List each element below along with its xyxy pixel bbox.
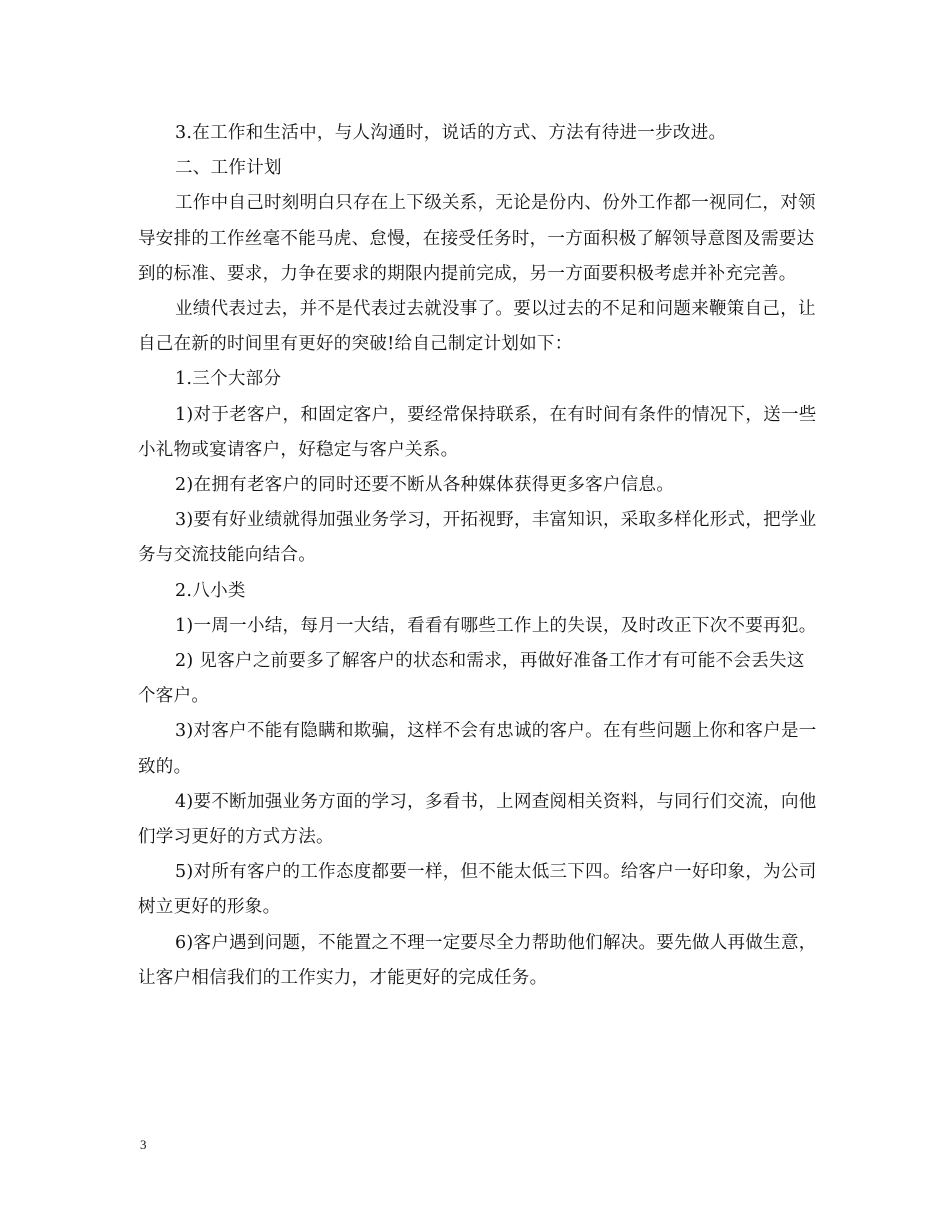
list-item: 1)对于老客户，和固定客户，要经常保持联系，在有时间有条件的情况下，送一些小礼物或宴请客户，好稳定与客户关系。	[138, 404, 817, 460]
paragraph-performance: 业绩代表过去，并不是代表过去就没事了。要以过去的不足和问题来鞭策自己，让自己在新的时间里有更好的突破!给自己制定计划如下：	[138, 299, 816, 355]
list-item: 2)在拥有老客户的同时还要不断从各种媒体获得更多客户信息。	[175, 475, 675, 496]
subheading-eight-categories: 2.八小类	[175, 580, 246, 601]
list-item: 2) 见客户之前要多了解客户的状态和需求，再做好准备工作才有可能不会丢失这个客户。	[138, 651, 805, 707]
list-item: 3)要有好业绩就得加强业务学习，开拓视野，丰富知识，采取多样化形式，把学业务与交流技能向结合。	[138, 510, 817, 566]
document-body	[138, 116, 818, 996]
list-item: 5)对所有客户的工作态度都要一样，但不能太低三下四。给客户一好印象，为公司树立更好的形象。	[138, 862, 817, 918]
subheading-three-parts: 1.三个大部分	[175, 369, 282, 390]
list-item: 6)客户遇到问题，不能置之不理一定要尽全力帮助他们解决。要先做人再做生意，让客户相信我们的工作实力，才能更好的完成任务。	[138, 932, 817, 988]
paragraph-communication: 3.在工作和生活中，与人沟通时，说话的方式、方法有待进一步改进。	[175, 123, 727, 143]
page-number: 3	[140, 1137, 147, 1152]
list-item: 3)对客户不能有隐瞒和欺骗，这样不会有忠诚的客户。在有些问题上你和客户是一致的。	[138, 721, 817, 777]
paragraph-work-attitude: 工作中自己时刻明白只存在上下级关系，无论是份内、份外工作都一视同仁，对领导安排的工作丝毫不能马虎、怠慢，在接受任务时，一方面积极了解领导意图及需要达到的标准、要求，力争在要求的期限内提前完成，另一方面要积极考虑并补充完善。	[138, 193, 816, 284]
list-item: 4)要不断加强业务方面的学习，多看书，上网查阅相关资料，与同行们交流，向他们学习更好的方式方法。	[138, 791, 817, 848]
section-heading-work-plan: 二、工作计划	[175, 158, 282, 179]
list-item: 1)一周一小结，每月一大结，看看有哪些工作上的失误，及时改正下次不要再犯。	[175, 615, 817, 636]
